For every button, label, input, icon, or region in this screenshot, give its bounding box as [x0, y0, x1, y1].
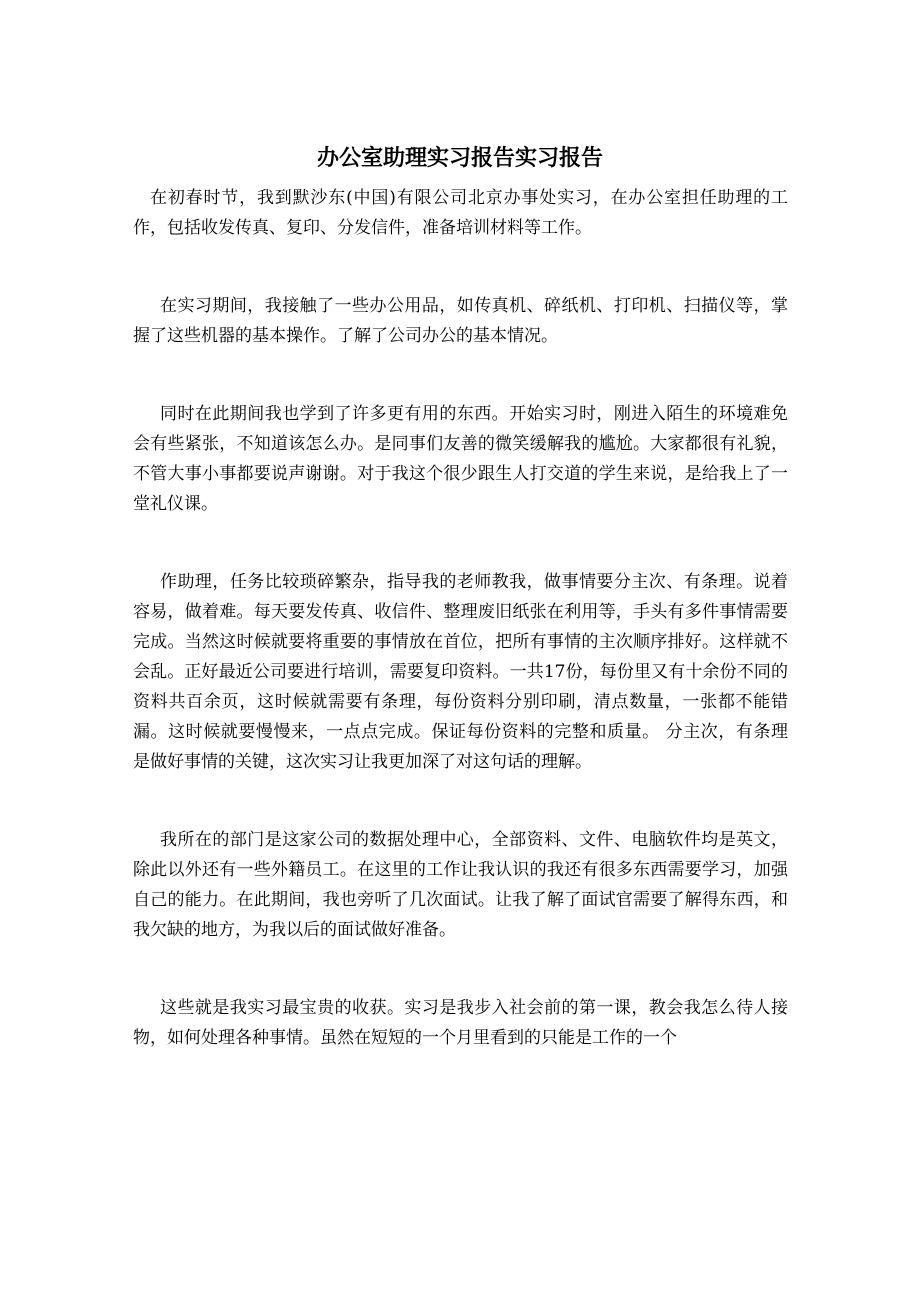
paragraph-6: 这些就是我实习最宝贵的收获。实习是我步入社会前的第一课，教会我怎么待人接物，如何处理各种事情。虽然在短短的一个月里看到的只能是工作的一个: [133, 998, 788, 1048]
paragraph-4: 作助理，任务比较琐碎繁杂，指导我的老师教我，做事情要分主次、有条理。说着容易，做着难。每天要发传真、收信件、整理废旧纸张在利用等，手头有多件事情需要完成。当然这时候就要将重要的事情放在首位，把所有事情的主次顺序排好。这样就不会乱。正好最近公司要进行培训，需要复印资料。一共17份，每份里又有十余份不同的资料共百余页，这时候就需要有条理，每份资料分别印刷，清点数量，一张都不能错漏。这时候就要慢慢来，一点点完成。保证每份资料的完整和质量。 分主次，有条理 是做好事情的关键，这次实习让我更加深了对这句话的理解。: [133, 572, 788, 772]
paragraph-2: 在实习期间，我接触了一些办公用品，如传真机、碎纸机、打印机、扫描仪等，掌握了这些机器的基本操作。了解了公司办公的基本情况。: [133, 296, 788, 346]
paragraph-1: 在初春时节，我到默沙东(中国)有限公司北京办事处实习，在办公室担任助理的工作，包括收发传真、复印、分发信件，准备培训材料等工作。: [133, 188, 788, 238]
paragraph-5: 我所在的部门是这家公司的数据处理中心，全部资料、文件、电脑软件均是英文，除此以外还有一些外籍员工。在这里的工作让我认识的我还有很多东西需要学习，加强自己的能力。在此期间，我也旁听了几次面试。让我了解了面试官需要了解得东西，和我欠缺的地方，为我以后的面试做好准备。: [133, 830, 788, 940]
document-body: [133, 183, 788, 1101]
paragraph-3: 同时在此期间我也学到了许多更有用的东西。开始实习时，刚进入陌生的环境难免会有些紧张，不知道该怎么办。是同事们友善的微笑缓解我的尴尬。大家都很有礼貌，不管大事小事都要说声谢谢。对于我这个很少跟生人打交道的学生来说，是给我上了一堂礼仪课。: [133, 404, 788, 514]
document-title: 办公室助理实习报告实习报告: [316, 145, 603, 171]
